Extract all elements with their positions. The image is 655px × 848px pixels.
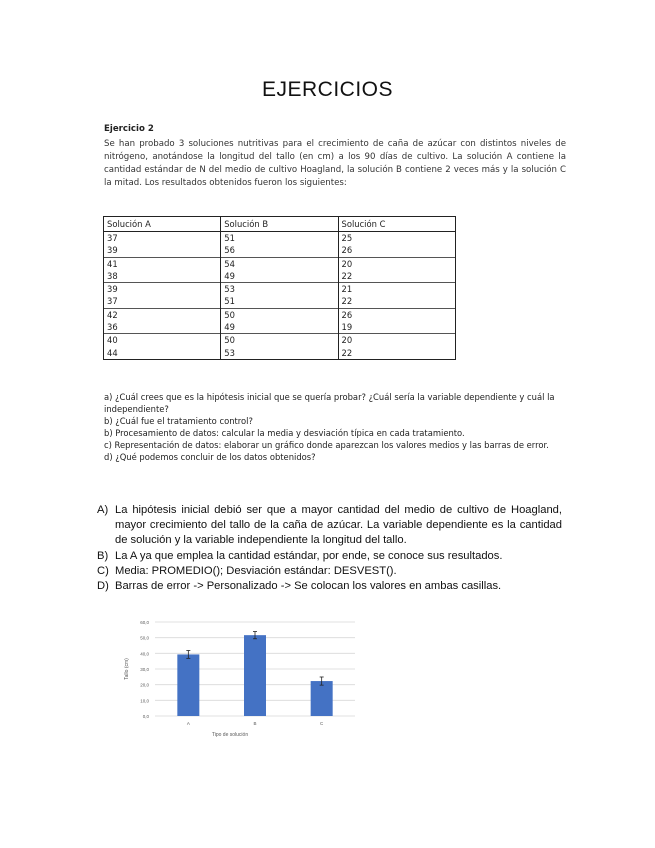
table-cell: 49 xyxy=(221,270,338,283)
exercise-paragraph: Se han probado 3 soluciones nutritivas para el crecimiento de caña de azúcar con distintos niveles de nitrógeno, anotándose la longitud del tallo (en cm) a los 90 días de cultivo. La solución A contiene la cantidad estándar de N del medio de cultivo Hoagland, la solución B contiene 2 veces más y la solución C la mitad. Los resultados obtenidos fueron los siguientes: xyxy=(104,139,566,188)
table-row xyxy=(104,308,456,321)
table-cell: 21 xyxy=(338,283,456,296)
x-tick-label: B xyxy=(253,721,257,726)
bar-A xyxy=(177,654,199,716)
table-cell: 37 xyxy=(104,295,221,308)
header-solution-b: Solución B xyxy=(221,217,338,232)
table-header-row xyxy=(104,217,456,232)
table-cell: 51 xyxy=(221,295,338,308)
bar-C xyxy=(311,681,333,716)
table-cell: 20 xyxy=(338,334,456,347)
table-cell: 41 xyxy=(104,257,221,270)
table-cell: 38 xyxy=(104,270,221,283)
y-tick-label: 50,0 xyxy=(140,635,149,641)
answer-text: La A ya que emplea la cantidad estándar, por ende, se conoce sus resultados. xyxy=(115,549,503,562)
x-axis-title: Tipo de solución xyxy=(211,732,249,738)
header-solution-a: Solución A xyxy=(104,217,221,232)
table-cell: 50 xyxy=(221,334,338,347)
answer-text: Barras de error -> Personalizado -> Se colocan los valores en ambas casillas. xyxy=(115,580,502,593)
questions-block xyxy=(104,391,560,464)
table-row xyxy=(104,244,456,257)
answer-c xyxy=(97,564,562,579)
table-row xyxy=(104,321,456,334)
chart-svg xyxy=(110,612,370,742)
table-cell: 39 xyxy=(104,244,221,257)
y-tick-label: 60,0 xyxy=(140,620,149,625)
table-cell: 26 xyxy=(338,244,456,257)
table-cell: 22 xyxy=(338,347,456,360)
answers-list xyxy=(97,503,562,594)
y-tick-label: 0,0 xyxy=(142,714,149,719)
table-cell: 53 xyxy=(221,283,338,296)
table-cell: 40 xyxy=(104,334,221,347)
answer-letter: D) xyxy=(97,580,109,593)
page-title: EJERCICIOS xyxy=(261,78,394,101)
x-tick-label: C xyxy=(320,721,324,726)
table-cell: 20 xyxy=(338,257,456,270)
bar-chart xyxy=(110,612,370,742)
answer-b xyxy=(97,549,562,564)
table-row xyxy=(104,283,456,296)
table-row xyxy=(104,232,456,245)
table-cell: 19 xyxy=(338,321,456,334)
y-tick-label: 30,0 xyxy=(140,667,149,672)
y-tick-label: 40,0 xyxy=(140,651,149,657)
exercise-heading: Ejercicio 2 xyxy=(104,124,154,134)
question-b: b) ¿Cuál fue el tratamiento control? xyxy=(104,416,253,427)
table-cell: 51 xyxy=(221,232,338,245)
table-cell: 50 xyxy=(221,308,338,321)
y-tick-label: 20,0 xyxy=(140,682,149,688)
table-cell: 37 xyxy=(104,232,221,245)
table-cell: 54 xyxy=(221,257,338,270)
table-row xyxy=(104,257,456,270)
answer-text: La hipótesis inicial debió ser que a mayor cantidad del medio de cultivo de Hoagland, mayor crecimiento del tallo de la caña de azúcar. La variable dependiente es la cantidad de solución y la variable independiente la longitud del tallo. xyxy=(115,504,562,547)
data-table xyxy=(103,216,456,360)
header-solution-c: Solución C xyxy=(338,217,456,232)
answer-letter: B) xyxy=(97,549,109,562)
table-cell: 56 xyxy=(221,244,338,257)
answer-letter: A) xyxy=(97,504,109,516)
table-row xyxy=(104,334,456,347)
question-b-processing: b) Procesamiento de datos: calcular la media y desviación típica en cada tratamiento. xyxy=(104,428,465,439)
answer-d xyxy=(97,579,562,594)
table-cell: 22 xyxy=(338,270,456,283)
table-row xyxy=(104,347,456,360)
y-axis-title: Tallo (cm) xyxy=(124,658,130,680)
exercise-block xyxy=(104,123,566,190)
answer-letter: C) xyxy=(97,564,109,577)
y-tick-label: 10,0 xyxy=(140,698,149,704)
answer-text: Media: PROMEDIO(); Desviación estándar: DESVEST(). xyxy=(115,564,397,577)
answer-a xyxy=(97,503,562,549)
x-tick-label: A xyxy=(186,721,190,726)
bar-B xyxy=(244,635,266,716)
question-c: c) Representación de datos: elaborar un gráfico donde aparezcan los valores medios y las barras de error. xyxy=(104,440,549,451)
table-cell: 44 xyxy=(104,347,221,360)
table-cell: 42 xyxy=(104,308,221,321)
table-row xyxy=(104,270,456,283)
table-cell: 22 xyxy=(338,295,456,308)
table-cell: 25 xyxy=(338,232,456,245)
table-row xyxy=(104,295,456,308)
table-cell: 36 xyxy=(104,321,221,334)
question-a: a) ¿Cuál crees que es la hipótesis inicial que se quería probar? ¿Cuál sería la variable dependiente y cuál la independiente? xyxy=(104,392,555,415)
table-cell: 39 xyxy=(104,283,221,296)
question-d: d) ¿Qué podemos concluir de los datos obtenidos? xyxy=(104,452,316,463)
table-cell: 49 xyxy=(221,321,338,334)
table-cell: 53 xyxy=(221,347,338,360)
table-cell: 26 xyxy=(338,308,456,321)
